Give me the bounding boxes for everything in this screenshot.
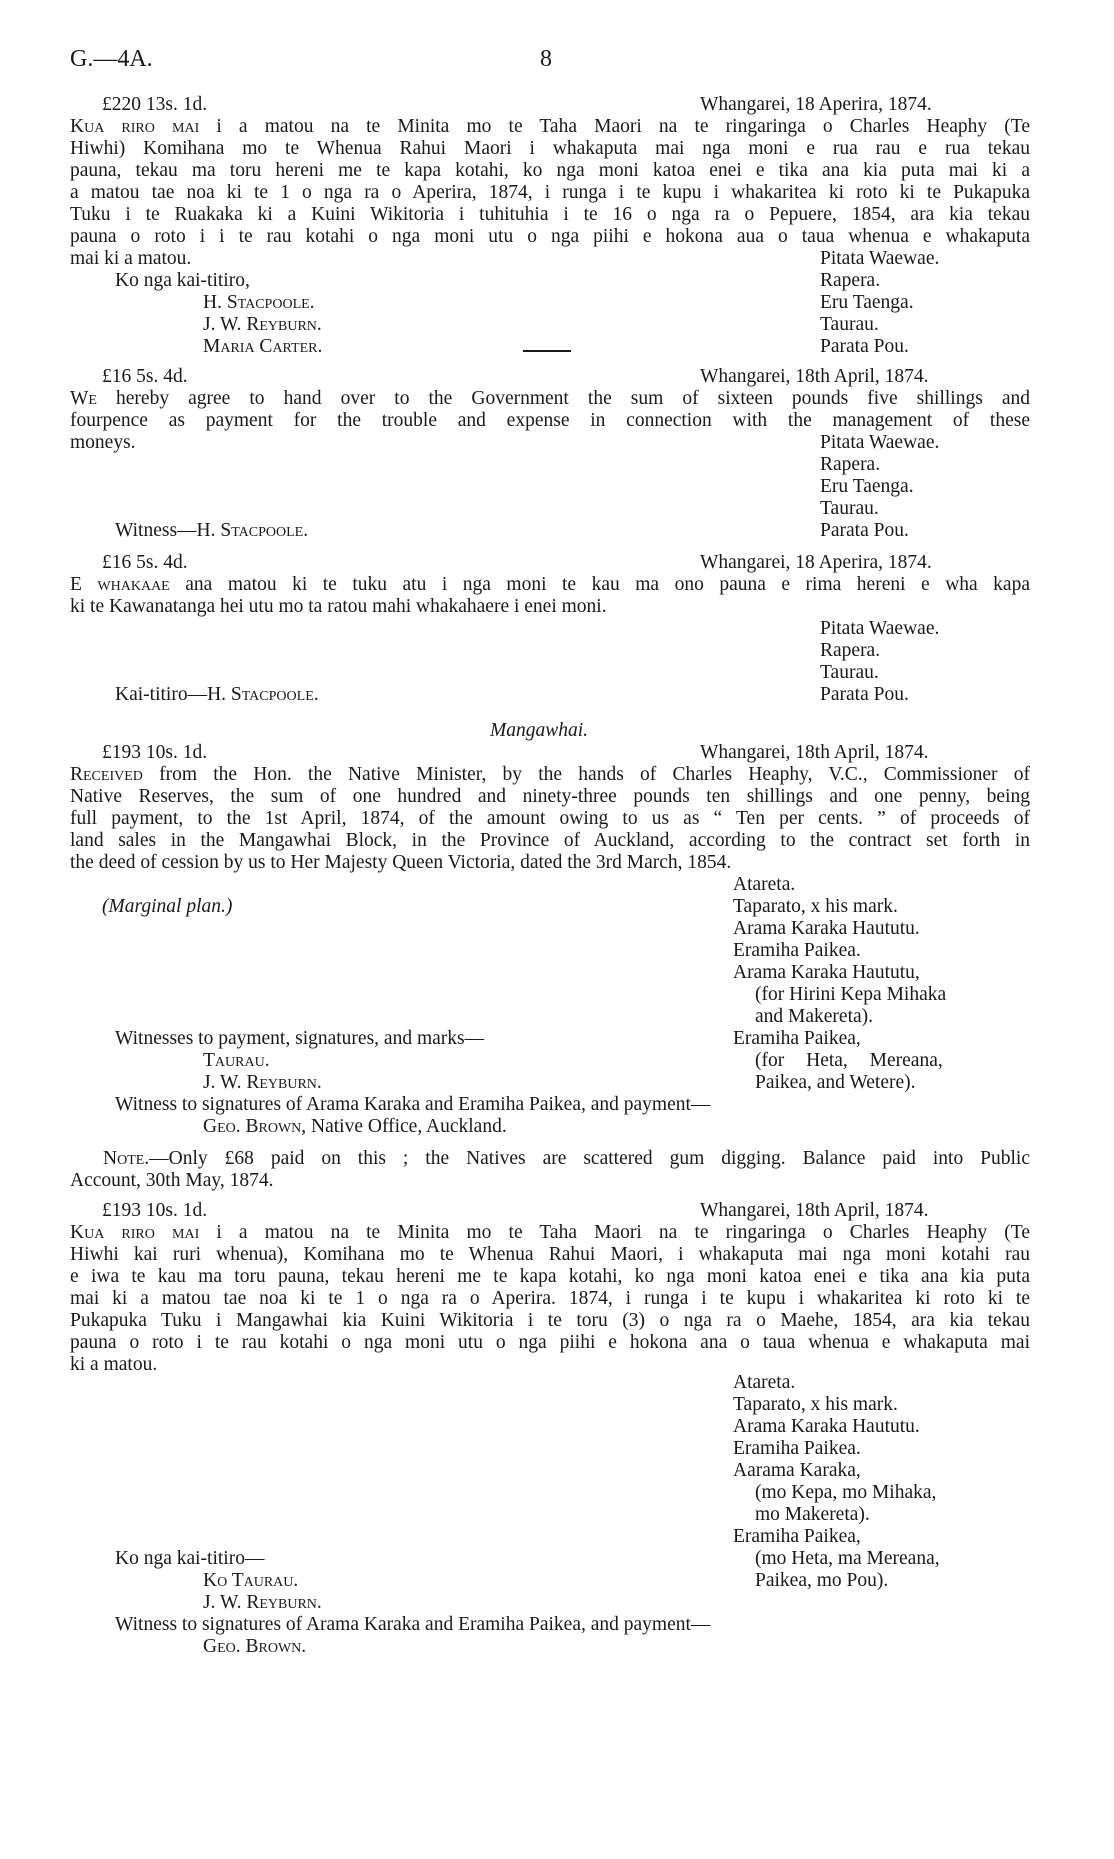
s4-witness-label: Witnesses to payment, signatures, and marks—: [115, 1028, 485, 1049]
document-reference: G.—4A.: [70, 46, 153, 72]
s4-witness2: Geo. Brown, Native Office, Auckland.: [203, 1116, 507, 1137]
s2-lead-word: We: [70, 388, 97, 409]
s2-witness: Witness—H. Stacpoole.: [115, 520, 309, 541]
s3-lead-words: E whakaae: [70, 574, 170, 595]
s3-signatories: Pitata Waewae. Rapera. Taurau. Parata Pou.: [820, 618, 940, 705]
s1-signatories: Pitata Waewae. Rapera. Eru Taenga. Taurau. Parata Pou.: [820, 248, 940, 357]
s4-note-label: Note.: [103, 1148, 150, 1169]
s5-witness-names: Ko Taurau. J. W. Reyburn.: [203, 1570, 322, 1613]
s4-note: Note.—Only £68 paid on this ; the Natives are scattered gum digging. Balance paid into Public Account, 30th May, 1874.: [70, 1148, 1030, 1191]
s4-witness2-label: Witness to signatures of Arama Karaka and Eramiha Paikea, and payment—: [115, 1094, 711, 1115]
s3-place-date: Whangarei, 18 Aperira, 1874.: [700, 552, 932, 573]
section-divider: [523, 350, 571, 352]
s4-lead-word: Received: [70, 764, 143, 785]
s5-witness2-name: Geo. Brown.: [203, 1636, 307, 1657]
s3-witness: Kai-titiro—H. Stacpoole.: [115, 684, 319, 705]
s2-agreement-text: We hereby agree to hand over to the Government the sum of sixteen pounds five shillings and fourpence as payment for the trouble and expense in connection with the management of these moneys.: [70, 388, 1030, 453]
s5-signatories: Atareta. Taparato, x his mark. Arama Karaka Haututu. Eramiha Paikea. Aarama Karaka, (mo Kepa, mo Mihaka, mo Makereta). Eramiha Paikea, (mo Heta, ma Mereana, Paikea, mo Pou).: [733, 1372, 940, 1591]
s5-place-date: Whangarei, 18th April, 1874.: [700, 1200, 929, 1221]
s4-heading: Mangawhai.: [490, 720, 589, 741]
s2-place-date: Whangarei, 18th April, 1874.: [700, 366, 929, 387]
s2-amount: £16 5s. 4d.: [102, 366, 188, 387]
s4-amount: £193 10s. 1d.: [102, 742, 208, 763]
s2-signatories: Pitata Waewae. Rapera. Eru Taenga. Taurau. Parata Pou.: [820, 432, 940, 541]
s4-marginal-plan: (Marginal plan.): [102, 896, 233, 917]
s1-receipt-text: Kua riro mai i a matou na te Minita mo te Taha Maori na te ringaringa o Charles Heaphy (Te Hiwhi) Komihana mo te Whenua Rahui Maori i whakaputa mai nga moni e rua rau e rua tekau pauna, tekau ma toru hereni me te kapa kotahi, ko nga moni katoa enei e tika ana kia puta mai ki a a matou tae noa ki te 1 o nga ra o Aperira, 1874, i runga i te kupu i whakaritea ki roto ki te Pukapuka Tuku i te Ruakaka ki a Kuini Wikitoria i tuhituhia i te 16 o nga ra o Pepuere, 1854, ara kia tekau pauna o roto i i te rau kotahi o nga moni utu o nga piihi e hokona aua o taua whenua e whakaputa mai ki a matou.: [70, 116, 1030, 269]
s5-witness2-label: Witness to signatures of Arama Karaka and Eramiha Paikea, and payment—: [115, 1614, 711, 1635]
s1-amount: £220 13s. 1d.: [102, 94, 208, 115]
s4-signatories: Atareta. Taparato, x his mark. Arama Karaka Haututu. Eramiha Paikea. Arama Karaka Haututu, (for Hirini Kepa Mihaka and Makereta). Eramiha Paikea, (for Heta, Mereana, Paikea, and Wetere).: [733, 874, 947, 1093]
s5-lead-words: Kua riro mai: [70, 1222, 200, 1243]
s1-place-date: Whangarei, 18 Aperira, 1874.: [700, 94, 932, 115]
s5-receipt-text: Kua riro mai i a matou na te Minita mo te Taha Maori na te ringaringa o Charles Heaphy (Te Hiwhi kai ruri whenua), Komihana mo te Whenua Rahui Maori, i whakaputa mai nga moni kotahi rau e iwa te kau ma toru pauna, tekau hereni me te kapa kotahi, ko nga moni katoa enei e tika ana kia puta mai ki a matou tae noa ki te 1 o nga ra o Aperira. 1874, i runga i te kupu i whakaritea ki roto ki te Pukapuka Tuku i Mangawhai kia Kuini Wikitoria i te toru (3) o nga ra o Maehe, 1854, ara kia tekau pauna o roto i te rau kotahi o nga moni utu o nga piihi e hokona ana o taua whenua e whakaputa mai ki a matou.: [70, 1222, 1030, 1375]
s4-receipt-text: Received from the Hon. the Native Minister, by the hands of Charles Heaphy, V.C., Commissioner of Native Reserves, the sum of one hundred and ninety-three pounds ten shillings and one penny, being full payment, to the 1st April, 1874, of the amount owing to us as “ Ten per cents. ” of proceeds of land sales in the Mangawhai Block, in the Province of Auckland, according to the contract set forth in the deed of cession by us to Her Majesty Queen Victoria, dated the 3rd March, 1854.: [70, 764, 1030, 873]
s5-amount: £193 10s. 1d.: [102, 1200, 208, 1221]
s5-witness-label: Ko nga kai-titiro—: [115, 1548, 265, 1569]
s4-place-date: Whangarei, 18th April, 1874.: [700, 742, 929, 763]
s1-witness-label: Ko nga kai-titiro,: [115, 270, 250, 291]
s4-witness-names: Taurau. J. W. Reyburn.: [203, 1050, 322, 1093]
s3-agreement-text: E whakaae ana matou ki te tuku atu i nga moni te kau ma ono pauna e rima hereni e wha kapa ki te Kawanatanga hei utu mo ta ratou mahi whakahaere i enei moni.: [70, 574, 1030, 617]
s1-lead-words: Kua riro mai: [70, 116, 200, 137]
page-number: 8: [540, 46, 552, 72]
s3-amount: £16 5s. 4d.: [102, 552, 188, 573]
s1-witness-names: H. Stacpoole. J. W. Reyburn. Maria Carter.: [203, 292, 323, 357]
